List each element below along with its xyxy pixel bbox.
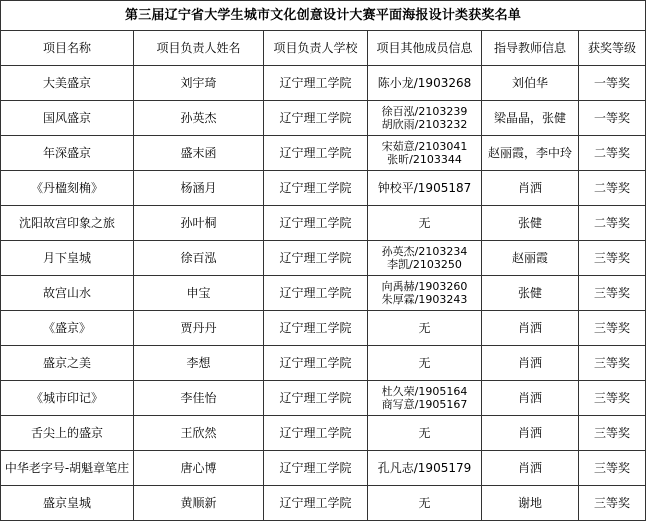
table-row xyxy=(1,206,646,241)
cell-advisor: 肖洒 xyxy=(482,416,579,451)
table-row xyxy=(1,276,646,311)
table-row xyxy=(1,346,646,381)
table-row xyxy=(1,311,646,346)
cell-leader-school: 辽宁理工学院 xyxy=(264,276,368,311)
member-entry: 无 xyxy=(418,425,431,440)
member-entry: 朱厚霖/1903243 xyxy=(381,293,468,306)
cell-advisor: 刘伯华 xyxy=(482,66,579,101)
member-entry: 孙英杰/2103234 xyxy=(381,245,468,258)
cell-leader-school: 辽宁理工学院 xyxy=(264,171,368,206)
cell-award-level: 三等奖 xyxy=(579,451,646,486)
member-entry: 无 xyxy=(418,495,431,510)
cell-other-members xyxy=(368,451,482,486)
cell-project-name: 《城市印记》 xyxy=(1,381,134,416)
cell-other-members xyxy=(368,101,482,136)
cell-advisor: 张健 xyxy=(482,276,579,311)
cell-award-level: 二等奖 xyxy=(579,136,646,171)
cell-leader-name: 申宝 xyxy=(134,276,264,311)
member-entry: 宋茹意/2103041 xyxy=(381,140,468,153)
header-other-members: 项目其他成员信息 xyxy=(368,31,482,66)
cell-advisor: 张健 xyxy=(482,206,579,241)
header-award-level: 获奖等级 xyxy=(579,31,646,66)
cell-advisor: 肖洒 xyxy=(482,346,579,381)
header-leader-school: 项目负责人学校 xyxy=(264,31,368,66)
cell-award-level: 三等奖 xyxy=(579,381,646,416)
cell-leader-name: 刘宇琦 xyxy=(134,66,264,101)
table-row xyxy=(1,416,646,451)
cell-other-members xyxy=(368,381,482,416)
cell-project-name: 年深盛京 xyxy=(1,136,134,171)
cell-leader-school: 辽宁理工学院 xyxy=(264,451,368,486)
cell-leader-school: 辽宁理工学院 xyxy=(264,311,368,346)
cell-award-level: 二等奖 xyxy=(579,206,646,241)
table-row xyxy=(1,136,646,171)
cell-other-members xyxy=(368,416,482,451)
cell-award-level: 三等奖 xyxy=(579,346,646,381)
cell-advisor: 梁晶晶，张健 xyxy=(482,101,579,136)
cell-leader-school: 辽宁理工学院 xyxy=(264,101,368,136)
cell-other-members xyxy=(368,311,482,346)
cell-project-name: 盛京皇城 xyxy=(1,486,134,521)
header-row xyxy=(1,31,646,66)
cell-award-level: 三等奖 xyxy=(579,311,646,346)
cell-project-name: 《盛京》 xyxy=(1,311,134,346)
cell-leader-name: 唐心博 xyxy=(134,451,264,486)
cell-advisor: 肖洒 xyxy=(482,171,579,206)
cell-leader-name: 贾丹丹 xyxy=(134,311,264,346)
member-entry: 孔凡志/1905179 xyxy=(377,460,472,475)
cell-other-members xyxy=(368,486,482,521)
table-title: 第三届辽宁省大学生城市文化创意设计大赛平面海报设计类获奖名单 xyxy=(1,1,646,31)
header-project-name: 项目名称 xyxy=(1,31,134,66)
cell-leader-school: 辽宁理工学院 xyxy=(264,346,368,381)
cell-project-name: 《丹楹刻桷》 xyxy=(1,171,134,206)
cell-advisor: 肖洒 xyxy=(482,311,579,346)
cell-leader-name: 盛末函 xyxy=(134,136,264,171)
cell-advisor: 赵丽霞，李中玲 xyxy=(482,136,579,171)
table-row xyxy=(1,241,646,276)
cell-project-name: 月下皇城 xyxy=(1,241,134,276)
cell-leader-name: 李想 xyxy=(134,346,264,381)
cell-award-level: 三等奖 xyxy=(579,276,646,311)
cell-project-name: 盛京之美 xyxy=(1,346,134,381)
cell-project-name: 大美盛京 xyxy=(1,66,134,101)
table-row xyxy=(1,381,646,416)
member-entry: 杜久荣/1905164 xyxy=(381,385,468,398)
cell-leader-school: 辽宁理工学院 xyxy=(264,416,368,451)
cell-other-members xyxy=(368,136,482,171)
cell-other-members xyxy=(368,171,482,206)
member-entry: 无 xyxy=(418,320,431,335)
member-entry: 无 xyxy=(418,355,431,370)
cell-other-members xyxy=(368,346,482,381)
cell-other-members xyxy=(368,66,482,101)
cell-other-members xyxy=(368,241,482,276)
table-row xyxy=(1,451,646,486)
table-row xyxy=(1,66,646,101)
cell-award-level: 三等奖 xyxy=(579,416,646,451)
header-advisor: 指导教师信息 xyxy=(482,31,579,66)
cell-other-members xyxy=(368,276,482,311)
cell-award-level: 三等奖 xyxy=(579,241,646,276)
member-entry: 陈小龙/1903268 xyxy=(377,75,472,90)
cell-project-name: 沈阳故宫印象之旅 xyxy=(1,206,134,241)
cell-project-name: 舌尖上的盛京 xyxy=(1,416,134,451)
cell-award-level: 一等奖 xyxy=(579,101,646,136)
member-entry: 徐百泓/2103239 xyxy=(381,105,468,118)
member-entry: 张昕/2103344 xyxy=(387,153,462,166)
table-row xyxy=(1,101,646,136)
cell-project-name: 国风盛京 xyxy=(1,101,134,136)
table-row xyxy=(1,171,646,206)
cell-leader-school: 辽宁理工学院 xyxy=(264,66,368,101)
cell-advisor: 肖洒 xyxy=(482,451,579,486)
cell-advisor: 肖洒 xyxy=(482,381,579,416)
cell-award-level: 三等奖 xyxy=(579,486,646,521)
cell-award-level: 一等奖 xyxy=(579,66,646,101)
member-entry: 商写意/1905167 xyxy=(381,398,468,411)
cell-leader-school: 辽宁理工学院 xyxy=(264,136,368,171)
member-entry: 胡欣雨/2103232 xyxy=(381,118,468,131)
cell-advisor: 谢地 xyxy=(482,486,579,521)
cell-leader-name: 孙英杰 xyxy=(134,101,264,136)
cell-project-name: 故宫山水 xyxy=(1,276,134,311)
cell-leader-name: 徐百泓 xyxy=(134,241,264,276)
cell-leader-name: 王欣然 xyxy=(134,416,264,451)
cell-leader-school: 辽宁理工学院 xyxy=(264,486,368,521)
cell-leader-name: 黄顺新 xyxy=(134,486,264,521)
cell-leader-school: 辽宁理工学院 xyxy=(264,206,368,241)
cell-leader-school: 辽宁理工学院 xyxy=(264,381,368,416)
member-entry: 钟校平/1905187 xyxy=(377,180,472,195)
cell-leader-school: 辽宁理工学院 xyxy=(264,241,368,276)
member-entry: 李凯/2103250 xyxy=(387,258,462,271)
table-row xyxy=(1,486,646,521)
cell-project-name: 中华老字号-胡魁章笔庄 xyxy=(1,451,134,486)
cell-advisor: 赵丽霞 xyxy=(482,241,579,276)
cell-leader-name: 孙叶桐 xyxy=(134,206,264,241)
member-entry: 无 xyxy=(418,215,431,230)
title-row xyxy=(1,1,646,31)
cell-other-members xyxy=(368,206,482,241)
header-leader-name: 项目负责人姓名 xyxy=(134,31,264,66)
cell-award-level: 二等奖 xyxy=(579,171,646,206)
cell-leader-name: 杨涵月 xyxy=(134,171,264,206)
member-entry: 向禹赫/1903260 xyxy=(381,280,468,293)
cell-leader-name: 李佳怡 xyxy=(134,381,264,416)
